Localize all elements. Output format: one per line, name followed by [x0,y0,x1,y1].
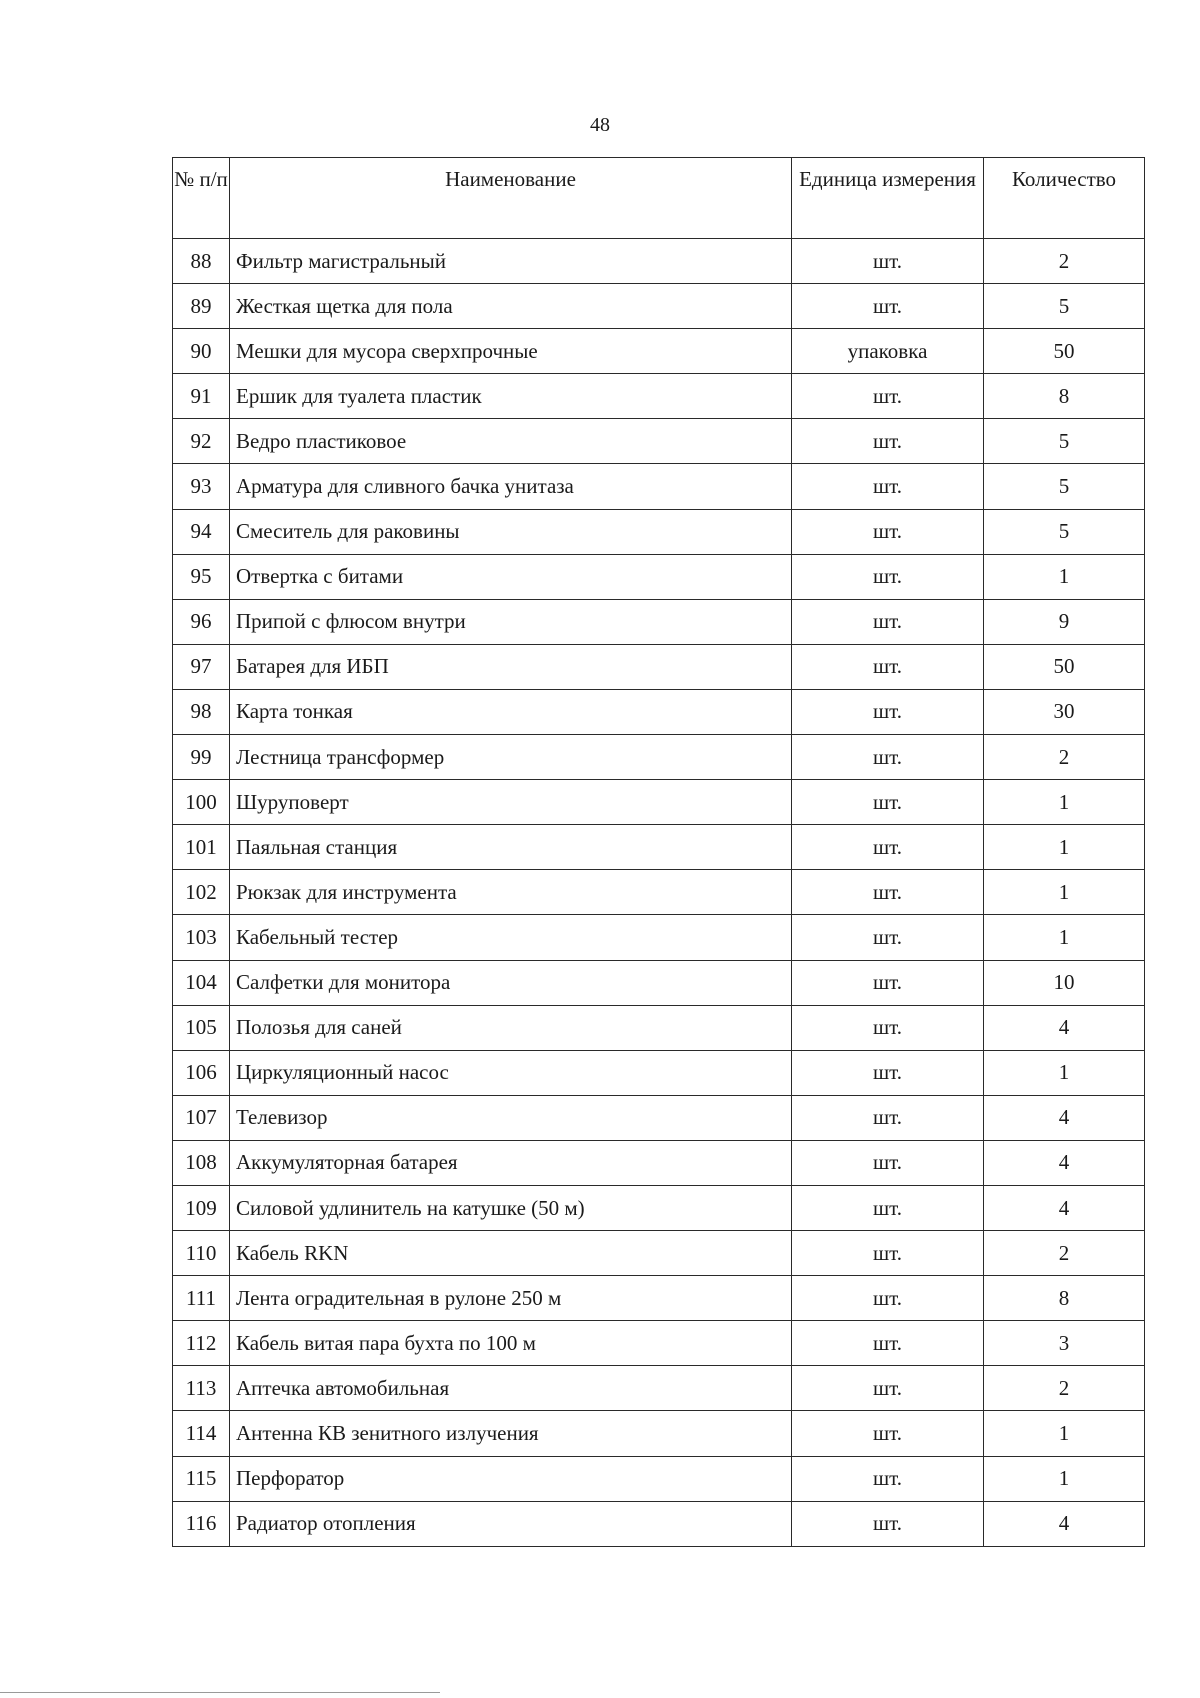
item-name: Полозья для саней [230,1005,792,1050]
row-number: 96 [173,599,230,644]
item-unit: шт. [792,1231,984,1276]
item-quantity: 4 [984,1140,1145,1185]
row-number: 110 [173,1231,230,1276]
row-number: 112 [173,1321,230,1366]
item-unit: шт. [792,1411,984,1456]
table-row [173,960,1145,1005]
item-unit: шт. [792,1501,984,1546]
item-unit: шт. [792,1050,984,1095]
table-row [173,1276,1145,1321]
row-number: 108 [173,1140,230,1185]
row-number: 102 [173,870,230,915]
item-name: Ершик для туалета пластик [230,374,792,419]
row-number: 101 [173,825,230,870]
header-name: Наименование [230,158,792,239]
item-name: Кабель RKN [230,1231,792,1276]
header-unit: Единица измерения [792,158,984,239]
item-quantity: 2 [984,239,1145,284]
item-quantity: 8 [984,1276,1145,1321]
item-quantity: 1 [984,1050,1145,1095]
item-unit: шт. [792,509,984,554]
item-unit: шт. [792,599,984,644]
row-number: 104 [173,960,230,1005]
item-name: Телевизор [230,1095,792,1140]
row-number: 95 [173,554,230,599]
item-unit: шт. [792,1276,984,1321]
item-unit: шт. [792,1095,984,1140]
item-quantity: 50 [984,644,1145,689]
row-number: 94 [173,509,230,554]
item-quantity: 1 [984,1411,1145,1456]
table-row [173,644,1145,689]
item-quantity: 30 [984,689,1145,734]
table-row [173,1411,1145,1456]
row-number: 114 [173,1411,230,1456]
item-quantity: 2 [984,735,1145,780]
table-row [173,1231,1145,1276]
row-number: 88 [173,239,230,284]
table-row [173,870,1145,915]
table-row [173,1095,1145,1140]
header-num: № п/п [173,158,230,239]
row-number: 93 [173,464,230,509]
item-name: Арматура для сливного бачка унитаза [230,464,792,509]
table-row [173,599,1145,644]
table-row [173,1005,1145,1050]
item-quantity: 5 [984,464,1145,509]
table-row [173,419,1145,464]
item-unit: шт. [792,464,984,509]
table-row [173,554,1145,599]
item-unit: шт. [792,960,984,1005]
table-row [173,689,1145,734]
item-unit: шт. [792,735,984,780]
table-row [173,915,1145,960]
item-quantity: 1 [984,825,1145,870]
table-row [173,1140,1145,1185]
table-row [173,1456,1145,1501]
item-name: Циркуляционный насос [230,1050,792,1095]
item-name: Лента оградительная в рулоне 250 м [230,1276,792,1321]
item-unit: шт. [792,870,984,915]
bottom-rule [0,1692,440,1693]
item-quantity: 9 [984,599,1145,644]
item-name: Салфетки для монитора [230,960,792,1005]
item-quantity: 2 [984,1231,1145,1276]
item-name: Батарея для ИБП [230,644,792,689]
item-quantity: 50 [984,329,1145,374]
item-unit: шт. [792,374,984,419]
row-number: 99 [173,735,230,780]
item-unit: шт. [792,1366,984,1411]
item-name: Радиатор отопления [230,1501,792,1546]
table-row [173,284,1145,329]
row-number: 107 [173,1095,230,1140]
row-number: 111 [173,1276,230,1321]
item-quantity: 1 [984,554,1145,599]
item-quantity: 4 [984,1501,1145,1546]
row-number: 91 [173,374,230,419]
row-number: 106 [173,1050,230,1095]
item-quantity: 1 [984,1456,1145,1501]
item-name: Аккумуляторная батарея [230,1140,792,1185]
item-name: Жесткая щетка для пола [230,284,792,329]
item-quantity: 2 [984,1366,1145,1411]
item-name: Смеситель для раковины [230,509,792,554]
header-qty: Количество [984,158,1145,239]
item-quantity: 5 [984,284,1145,329]
table-row [173,239,1145,284]
table-row [173,825,1145,870]
table-row [173,780,1145,825]
item-name: Отвертка с битами [230,554,792,599]
item-quantity: 4 [984,1095,1145,1140]
row-number: 92 [173,419,230,464]
item-quantity: 1 [984,780,1145,825]
row-number: 98 [173,689,230,734]
item-unit: шт. [792,1140,984,1185]
item-unit: шт. [792,419,984,464]
item-name: Силовой удлинитель на катушке (50 м) [230,1185,792,1230]
page-number: 48 [590,114,610,136]
items-table [172,157,1145,1547]
table-row [173,374,1145,419]
item-name: Кабельный тестер [230,915,792,960]
item-quantity: 3 [984,1321,1145,1366]
item-unit: шт. [792,780,984,825]
item-unit: упаковка [792,329,984,374]
item-unit: шт. [792,554,984,599]
item-unit: шт. [792,284,984,329]
table-row [173,1321,1145,1366]
row-number: 89 [173,284,230,329]
item-quantity: 4 [984,1005,1145,1050]
item-name: Ведро пластиковое [230,419,792,464]
table-header-row [173,158,1145,239]
item-unit: шт. [792,1185,984,1230]
item-name: Фильтр магистральный [230,239,792,284]
table-row [173,1050,1145,1095]
row-number: 103 [173,915,230,960]
item-quantity: 1 [984,870,1145,915]
table-row [173,1185,1145,1230]
item-name: Антенна КВ зенитного излучения [230,1411,792,1456]
row-number: 115 [173,1456,230,1501]
row-number: 97 [173,644,230,689]
item-name: Лестница трансформер [230,735,792,780]
table-row [173,464,1145,509]
item-unit: шт. [792,825,984,870]
row-number: 116 [173,1501,230,1546]
item-quantity: 1 [984,915,1145,960]
item-name: Аптечка автомобильная [230,1366,792,1411]
row-number: 113 [173,1366,230,1411]
table-body [173,239,1145,1547]
item-quantity: 4 [984,1185,1145,1230]
item-name: Паяльная станция [230,825,792,870]
table-row [173,509,1145,554]
item-unit: шт. [792,239,984,284]
row-number: 100 [173,780,230,825]
item-unit: шт. [792,1456,984,1501]
table-row [173,329,1145,374]
item-unit: шт. [792,644,984,689]
item-unit: шт. [792,689,984,734]
row-number: 109 [173,1185,230,1230]
item-name: Кабель витая пара бухта по 100 м [230,1321,792,1366]
table-row [173,1501,1145,1546]
item-name: Карта тонкая [230,689,792,734]
table-row [173,1366,1145,1411]
row-number: 105 [173,1005,230,1050]
item-quantity: 5 [984,509,1145,554]
item-unit: шт. [792,1005,984,1050]
item-name: Перфоратор [230,1456,792,1501]
row-number: 90 [173,329,230,374]
item-quantity: 5 [984,419,1145,464]
table-row [173,735,1145,780]
item-name: Мешки для мусора сверхпрочные [230,329,792,374]
item-unit: шт. [792,1321,984,1366]
item-name: Шуруповерт [230,780,792,825]
item-name: Припой с флюсом внутри [230,599,792,644]
item-quantity: 10 [984,960,1145,1005]
item-name: Рюкзак для инструмента [230,870,792,915]
item-unit: шт. [792,915,984,960]
item-quantity: 8 [984,374,1145,419]
